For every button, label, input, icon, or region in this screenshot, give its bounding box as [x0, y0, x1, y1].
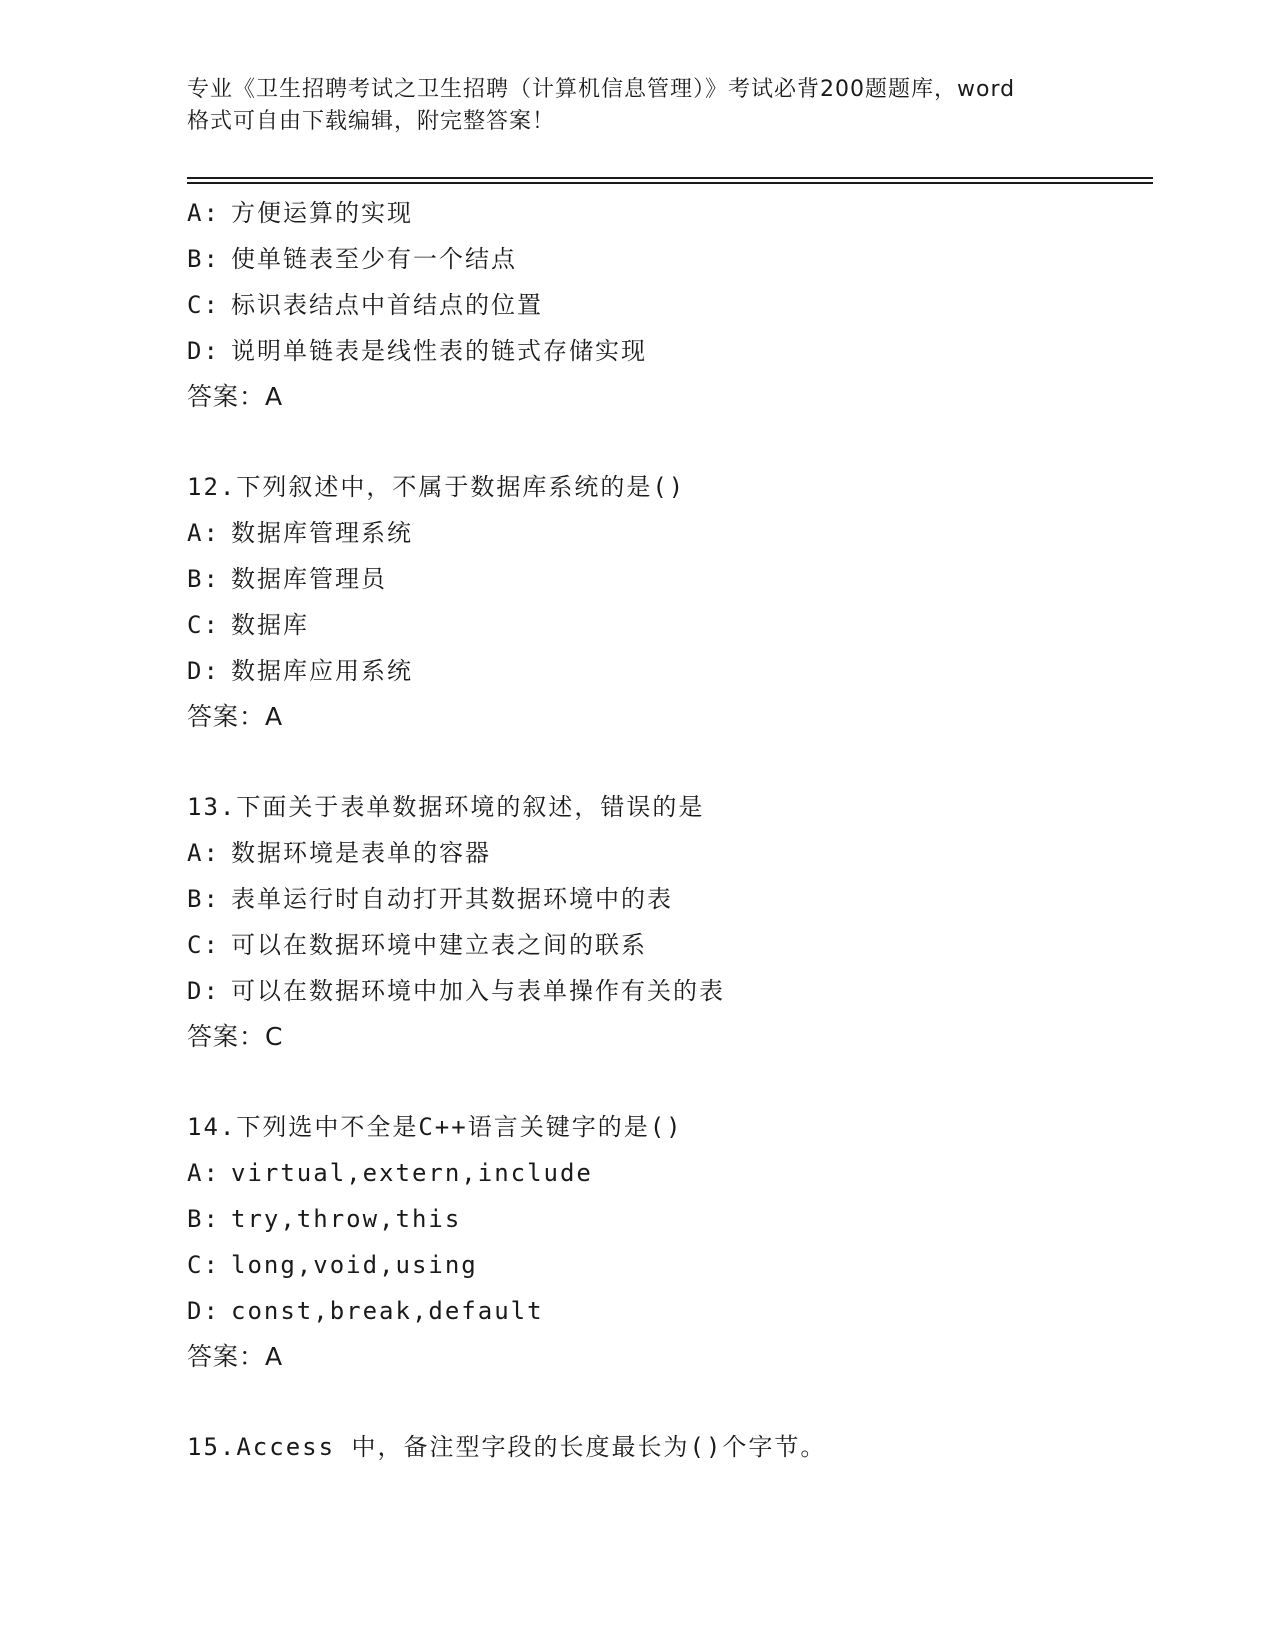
header-divider-thick [187, 177, 1153, 179]
option-letter: B: [187, 565, 220, 593]
question-spacer [187, 1060, 1147, 1104]
option-letter: B: [187, 245, 220, 273]
option-row [187, 510, 1147, 556]
question-13 [187, 784, 1147, 1060]
question-stem: 14.下列选中不全是C++语言关键字的是() [187, 1113, 683, 1141]
option-letter: C: [187, 1251, 220, 1279]
option-text: 数据库管理系统 [231, 519, 413, 547]
option-row [187, 648, 1147, 694]
option-letter: C: [187, 291, 220, 319]
option-row [187, 830, 1147, 876]
option-row [187, 1242, 1147, 1288]
question-stem: 15.Access 中，备注型字段的长度最长为()个字节。 [187, 1433, 827, 1461]
answer-line: 答案：C [187, 1022, 284, 1051]
option-text: 可以在数据环境中加入与表单操作有关的表 [231, 977, 725, 1005]
header-divider-thin [187, 182, 1153, 184]
option-letter: A: [187, 519, 220, 547]
option-row [187, 876, 1147, 922]
question-stem: 12.下列叙述中，不属于数据库系统的是() [187, 473, 686, 501]
option-row [187, 282, 1147, 328]
answer-line: 答案：A [187, 702, 284, 731]
option-row [187, 1150, 1147, 1196]
option-row [187, 1196, 1147, 1242]
header-title-line-2: 格式可自由下载编辑，附完整答案！ [187, 109, 556, 134]
option-letter: D: [187, 337, 220, 365]
option-text: long,void,using [231, 1251, 478, 1279]
question-12 [187, 464, 1147, 740]
option-letter: C: [187, 611, 220, 639]
answer-line: 答案：A [187, 1342, 284, 1371]
option-text: 数据库应用系统 [231, 657, 413, 685]
question-spacer [187, 1380, 1147, 1424]
option-row [187, 190, 1147, 236]
option-text: 数据环境是表单的容器 [231, 839, 491, 867]
header-title-line-1: 专业《卫生招聘考试之卫生招聘（计算机信息管理）》考试必背200题题库，word [187, 77, 1016, 102]
option-text: 说明单链表是线性表的链式存储实现 [231, 337, 647, 365]
document-header [187, 74, 1087, 138]
option-letter: B: [187, 1205, 220, 1233]
option-letter: D: [187, 1297, 220, 1325]
question-spacer [187, 420, 1147, 464]
option-row [187, 602, 1147, 648]
option-row [187, 556, 1147, 602]
question-stem: 13.下面关于表单数据环境的叙述，错误的是 [187, 793, 705, 821]
option-letter: B: [187, 885, 220, 913]
option-text: 数据库 [231, 611, 309, 639]
option-text: 数据库管理员 [231, 565, 387, 593]
option-text: 使单链表至少有一个结点 [231, 245, 517, 273]
option-text: try,throw,this [231, 1205, 462, 1233]
question-list [187, 190, 1147, 1470]
option-text: 标识表结点中首结点的位置 [231, 291, 543, 319]
option-letter: A: [187, 839, 220, 867]
option-letter: A: [187, 1159, 220, 1187]
option-text: 可以在数据环境中建立表之间的联系 [231, 931, 647, 959]
question-15 [187, 1424, 1147, 1470]
option-row [187, 968, 1147, 1014]
option-row [187, 236, 1147, 282]
option-letter: C: [187, 931, 220, 959]
option-row [187, 328, 1147, 374]
option-letter: D: [187, 977, 220, 1005]
option-letter: D: [187, 657, 220, 685]
option-text: virtual,extern,include [231, 1159, 593, 1187]
option-text: 方便运算的实现 [231, 199, 413, 227]
option-letter: A: [187, 199, 220, 227]
question-11-continued [187, 190, 1147, 420]
option-text: const,break,default [231, 1297, 544, 1325]
answer-line: 答案：A [187, 382, 284, 411]
question-14 [187, 1104, 1147, 1380]
option-row [187, 922, 1147, 968]
option-row [187, 1288, 1147, 1334]
question-spacer [187, 740, 1147, 784]
option-text: 表单运行时自动打开其数据环境中的表 [231, 885, 673, 913]
